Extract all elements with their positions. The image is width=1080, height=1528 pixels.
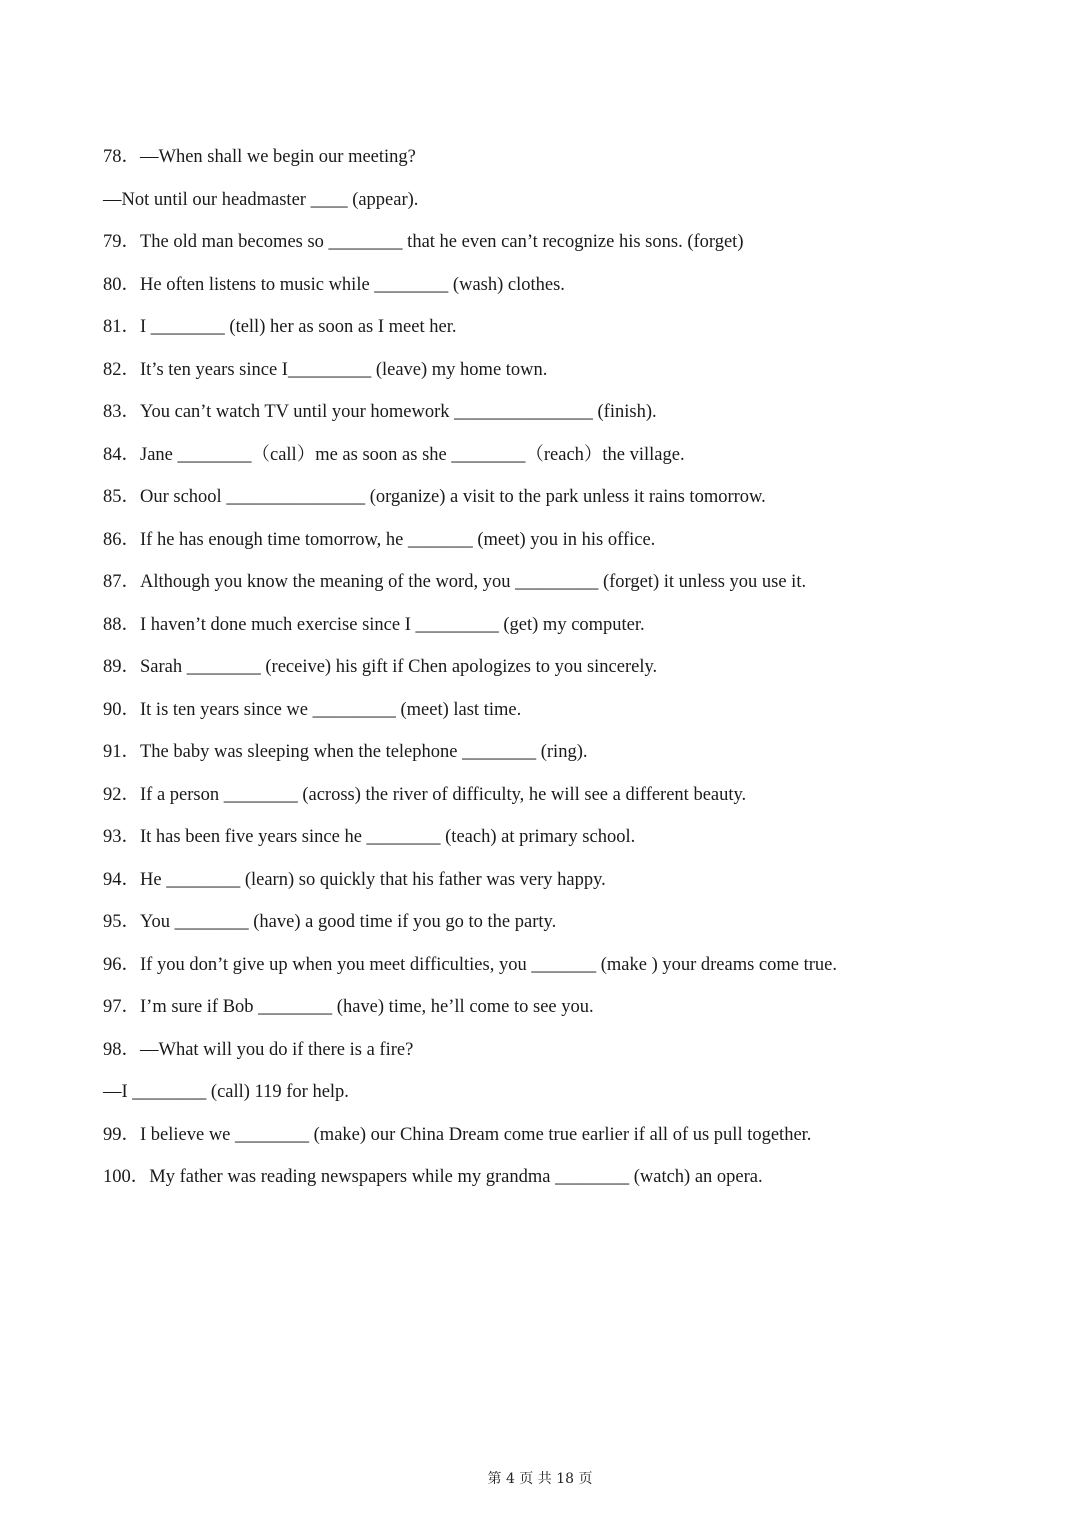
question-98: 98．—What will you do if there is a fire? xyxy=(103,1039,414,1060)
page-footer: 第 4 页 共 18 页 xyxy=(487,1471,593,1487)
question-99: 99．I believe we ________ (make) our China Dream come true earlier if all of us pull together. xyxy=(103,1124,812,1145)
question-88: 88．I haven’t done much exercise since I _________ (get) my computer. xyxy=(103,614,645,635)
question-97: 97．I’m sure if Bob ________ (have) time, he’ll come to see you. xyxy=(103,997,594,1017)
question-86: 86．If he has enough time tomorrow, he _______ (meet) you in his office. xyxy=(103,529,656,550)
question-78-answer: —Not until our headmaster ____ (appear). xyxy=(103,189,419,210)
question-78: 78．—When shall we begin our meeting? xyxy=(103,147,416,167)
question-93: 93．It has been five years since he ________ (teach) at primary school. xyxy=(103,827,636,847)
question-91: 91．The baby was sleeping when the telephone ________ (ring). xyxy=(103,742,588,762)
question-89: 89．Sarah ________ (receive) his gift if Chen apologizes to you sincerely. xyxy=(103,657,658,677)
question-95: 95．You ________ (have) a good time if you go to the party. xyxy=(103,912,557,932)
question-list xyxy=(103,136,1043,1199)
question-79: 79．The old man becomes so ________ that he even can’t recognize his sons. (forget) xyxy=(103,232,744,252)
question-96: 96．If you don’t give up when you meet difficulties, you _______ (make ) your dreams come true. xyxy=(103,954,838,975)
question-82: 82．It’s ten years since I_________ (leave) my home town. xyxy=(103,359,548,380)
question-94: 94．He ________ (learn) so quickly that his father was very happy. xyxy=(103,869,606,890)
question-100: 100．My father was reading newspapers while my grandma ________ (watch) an opera. xyxy=(103,1167,763,1187)
question-81: 81．I ________ (tell) her as soon as I meet her. xyxy=(103,317,457,337)
question-92: 92．If a person ________ (across) the river of difficulty, he will see a different beauty. xyxy=(103,784,747,805)
question-87: 87．Although you know the meaning of the word, you _________ (forget) it unless you use it. xyxy=(103,572,807,592)
question-84: 84．Jane ________（call）me as soon as she ________（reach）the village. xyxy=(103,444,685,465)
question-85: 85．Our school _______________ (organize) a visit to the park unless it rains tomorrow. xyxy=(103,487,766,507)
question-98-answer: —I ________ (call) 119 for help. xyxy=(103,1082,349,1102)
question-90: 90．It is ten years since we _________ (meet) last time. xyxy=(103,699,522,720)
question-83: 83．You can’t watch TV until your homework _______________ (finish). xyxy=(103,402,657,422)
question-80: 80．He often listens to music while ________ (wash) clothes. xyxy=(103,274,565,295)
